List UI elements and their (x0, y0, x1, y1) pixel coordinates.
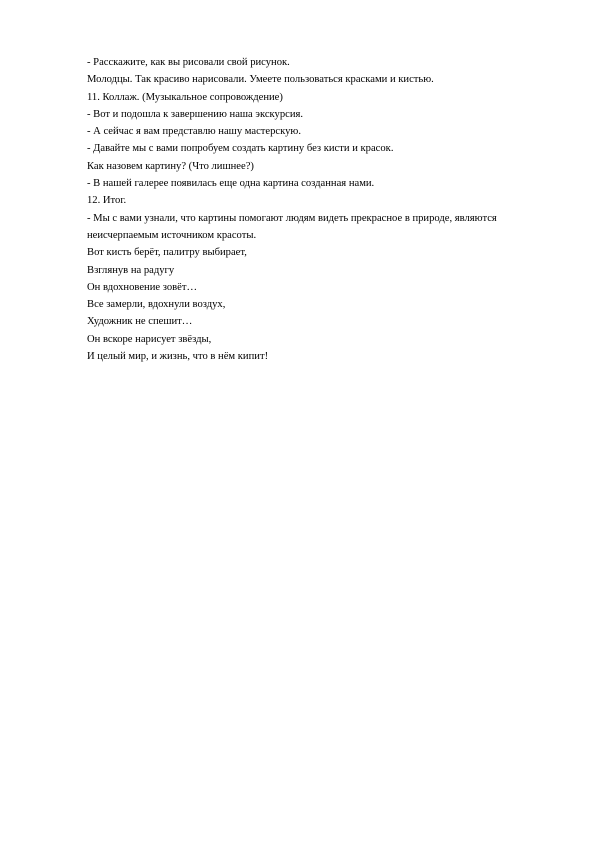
poem-line: Он вскоре нарисует звёзды, (87, 333, 212, 345)
poem-line: Все замерли, вдохнули воздух, (87, 299, 226, 311)
text-line: - Давайте мы с вами попробуем создать картину без кисти и красок. (87, 143, 394, 155)
text-line: - Вот и подошла к завершению наша экскурсия. (87, 108, 304, 120)
text-line: - А сейчас я вам представлю нашу мастерскую. (87, 126, 301, 138)
poem-line: Художник не спешит… (87, 316, 193, 328)
poem-line: И целый мир, и жизнь, что в нём кипит! (87, 351, 269, 363)
text-line: - Мы с вами узнали, что картины помогают людям видеть прекрасное в природе, являются (87, 212, 497, 224)
text-line: Как назовем картину? (Что лишнее?) (87, 160, 254, 172)
text-line: - В нашей галерее появилась еще одна картина созданная нами. (87, 178, 375, 190)
document-body (87, 54, 567, 365)
poem-line: Вот кисть берёт, палитру выбирает, (87, 247, 247, 259)
poem-line: Взглянув на радугу (87, 264, 175, 276)
text-line: - Расскажите, как вы рисовали свой рисунок. (87, 57, 290, 68)
poem-line: Он вдохновение зовёт… (87, 281, 198, 293)
text-line: Молодцы. Так красиво нарисовали. Умеете пользоваться красками и кистью. (87, 74, 434, 86)
section-heading: 11. Коллаж. (Музыкальное сопровождение) (87, 91, 283, 103)
text-line: неисчерпаемым источником красоты. (87, 229, 257, 241)
section-heading: 12. Итог. (87, 195, 127, 207)
